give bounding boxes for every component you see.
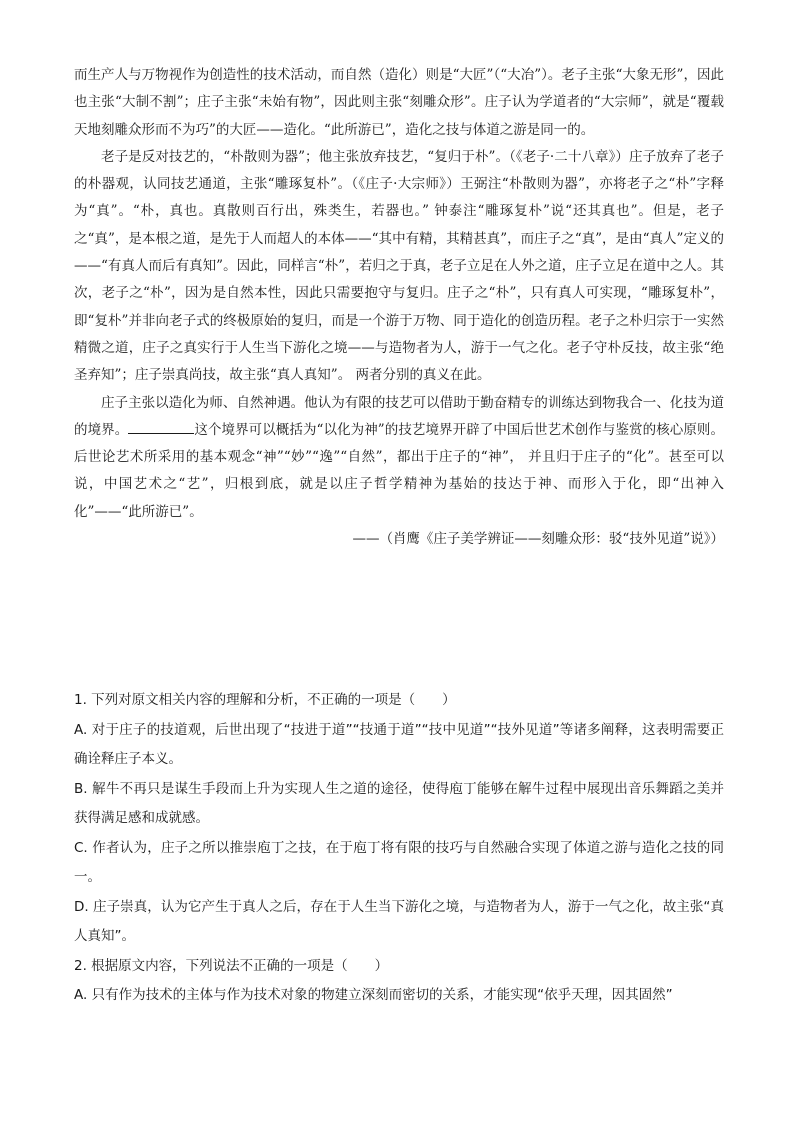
question-1-option-a: A. 对于庄子的技道观，后世出现了“技进于道”“技通于道”“技中见道”“技外见道”等诸多阐释，这表明需要正确诠释庄子本义。: [74, 721, 724, 767]
question-1-option-d: D. 庄子崇真，认为它产生于真人之后，存在于人生当下游化之境，与造物者为人，游于一气之化，故主张“真人真知”。: [74, 898, 724, 944]
passage-paragraph-2: 老子是反对技艺的，“朴散则为器”；他主张放弃技艺，“复归于朴”。（《老子·二十八章》）庄子放弃了老子的朴器观，认同技艺通道，主张“雕琢复朴”。（《庄子·大宗师》）王弼注“朴散则为器”，亦将老子之“朴”字释为“真”。“朴，真也。真散则百行出，殊类生，若器也。” 钟泰注“雕琢复朴”说“还其真也”。但是，老子之“真”，是本根之道，是先于人而超人的本体——“其中有精，其精甚真”，而庄子之“真”，是由“真人”定义的——“有真人而后有真知”。因此，同样言“朴”，若归之于真，老子立足在人外之道，庄子立足在道中之人。其次，老子之“朴”，因为是自然本性，因此只需要抱守与复归。庄子之“朴”，只有真人可实现，“雕琢复朴”，即“复朴”并非向老子式的终极原始的复归，而是一个游于万物、同于造化的创造历程。老子之朴归宗于一实然精微之道，庄子之真实行于人生当下游化之境——与造物者为人，游于一气之化。老子守朴反技，故主张“绝圣弃知”；庄子崇真尚技，故主张“真人真知”。 两者分别的真义在此。: [74, 148, 724, 384]
passage-paragraph-3: [74, 390, 724, 526]
passage-paragraph-1: 而生产人与万物视作为创造性的技术活动，而自然（造化）则是“大匠”（“大冶”）。老子主张“大象无形”，因此也主张“大制不割”；庄子主张“未始有物”，因此则主张“刻雕众形”。庄子认为学道者的“大宗师”，就是“覆载天地刻雕众形而不为巧”的大匠——造化。“此所游已”，造化之技与体道之游是同一的。: [74, 67, 724, 138]
question-1-stem: 1. 下列对原文相关内容的理解和分析，不正确的一项是（ ）: [74, 692, 456, 708]
passage-source: ——（肖鹰《庄子美学辨证——刻雕众形：驳“技外见道”说》）: [352, 531, 724, 548]
reading-passage: [74, 62, 724, 553]
question-2-stem: 2. 根据原文内容，下列说法不正确的一项是（ ）: [74, 957, 389, 974]
fill-in-blank: [128, 419, 194, 434]
passage-paragraph-3-start: 庄子主张以造化为师、自然神遇。他认为有限的技艺可以借助于勤奋精专的训练达到物我合一、化技为道的境界。: [74, 394, 724, 438]
question-1-option-c: C. 作者认为，庄子之所以推崇庖丁之技，在于庖丁将有限的技巧与自然融合实现了体道之游与造化之技的同一。: [74, 839, 724, 885]
question-section: [74, 686, 724, 1011]
question-2-option-a: A. 只有作为技术的主体与作为技术对象的物建立深刻而密切的关系，才能实现“依乎天理，因其固然”: [74, 987, 673, 1003]
passage-paragraph-3-end: 这个境界可以概括为“以化为神”的技艺境界开辟了中国后世艺术创作与鉴赏的核心原则。后世论艺术所采用的基本观念“神”“妙”“逸”“自然”，都出于庄子的“神”， 并且归于庄子的“化”。甚至可以说，中国艺术之“艺”，归根到底，就是以庄子哲学精神为基始的技达于神、而形入于化，即“出神入化”——“此所游已”。: [74, 421, 724, 520]
question-1-option-b: B. 解牛不再只是谋生手段而上升为实现人生之道的途径，使得庖丁能够在解牛过程中展现出音乐舞蹈之美并获得满足感和成就感。: [74, 780, 724, 826]
